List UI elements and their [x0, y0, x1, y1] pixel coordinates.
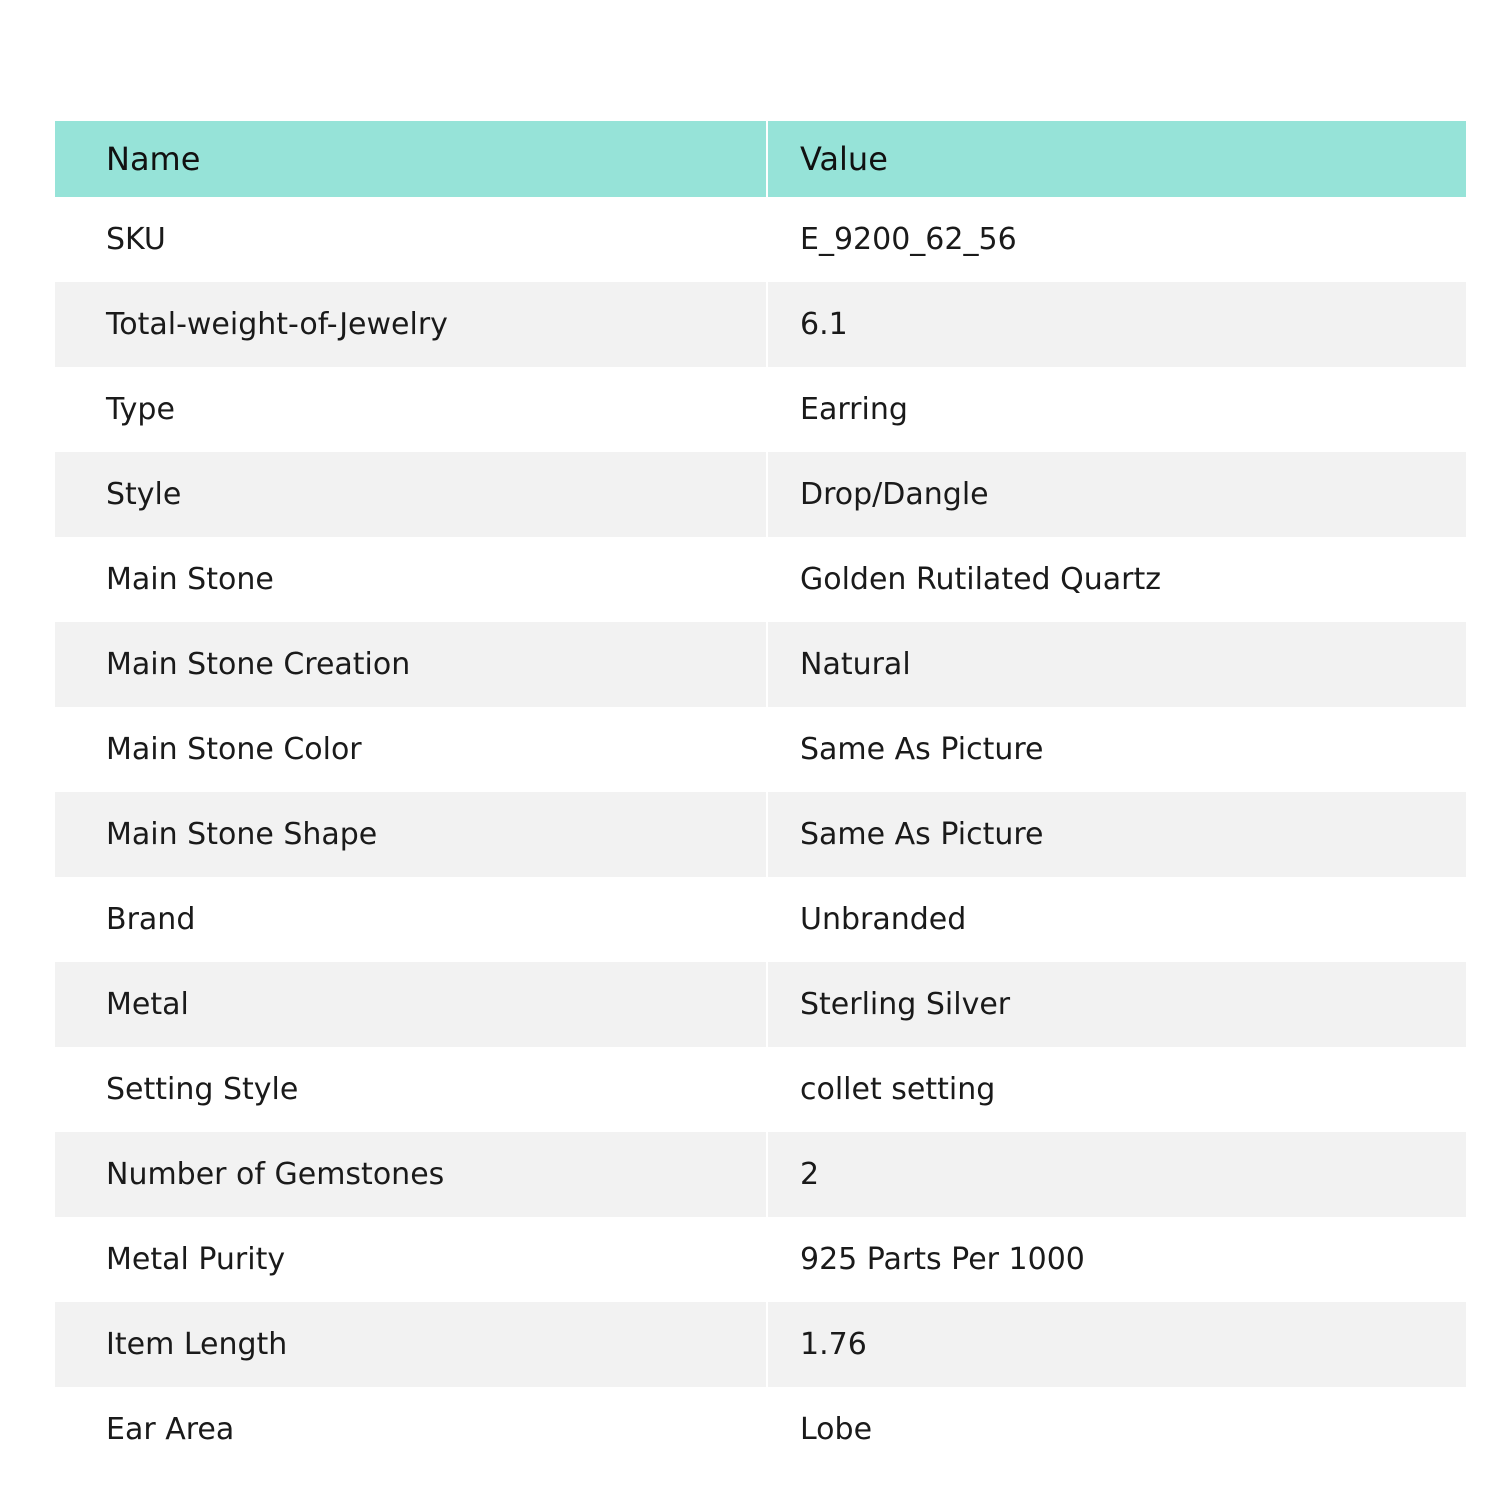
row-value: E_9200_62_56 [768, 197, 1466, 282]
row-name: Item Length [55, 1302, 766, 1387]
table-row [55, 282, 1466, 367]
row-name: Setting Style [55, 1047, 766, 1132]
table-row [55, 792, 1466, 877]
table-row [55, 622, 1466, 707]
row-value: Sterling Silver [768, 962, 1466, 1047]
row-value: Lobe [768, 1387, 1466, 1472]
row-value: 6.1 [768, 282, 1466, 367]
row-name: Metal Purity [55, 1217, 766, 1302]
row-name: Total-weight-of-Jewelry [55, 282, 766, 367]
header-name: Name [55, 121, 766, 197]
table-row [55, 707, 1466, 792]
row-value: 925 Parts Per 1000 [768, 1217, 1466, 1302]
row-name: SKU [55, 197, 766, 282]
table-row [55, 197, 1466, 282]
table-row [55, 1047, 1466, 1132]
table-row [55, 367, 1466, 452]
row-value: Natural [768, 622, 1466, 707]
row-name: Main Stone Creation [55, 622, 766, 707]
table-row [55, 1387, 1466, 1472]
specifications-table [55, 121, 1466, 1472]
row-name: Style [55, 452, 766, 537]
row-name: Ear Area [55, 1387, 766, 1472]
row-value: Same As Picture [768, 792, 1466, 877]
table-row [55, 537, 1466, 622]
row-value: Earring [768, 367, 1466, 452]
table-row [55, 877, 1466, 962]
row-value: 1.76 [768, 1302, 1466, 1387]
row-value: Unbranded [768, 877, 1466, 962]
table-row [55, 1132, 1466, 1217]
row-value: collet setting [768, 1047, 1466, 1132]
row-value: 2 [768, 1132, 1466, 1217]
row-name: Main Stone Color [55, 707, 766, 792]
table-row [55, 962, 1466, 1047]
row-name: Main Stone Shape [55, 792, 766, 877]
row-name: Main Stone [55, 537, 766, 622]
table-row [55, 1302, 1466, 1387]
table-header-row [55, 121, 1466, 197]
row-name: Type [55, 367, 766, 452]
table-row [55, 1217, 1466, 1302]
row-name: Brand [55, 877, 766, 962]
row-name: Number of Gemstones [55, 1132, 766, 1217]
header-value: Value [768, 121, 1466, 197]
row-name: Metal [55, 962, 766, 1047]
row-value: Same As Picture [768, 707, 1466, 792]
row-value: Drop/Dangle [768, 452, 1466, 537]
table-row [55, 452, 1466, 537]
row-value: Golden Rutilated Quartz [768, 537, 1466, 622]
